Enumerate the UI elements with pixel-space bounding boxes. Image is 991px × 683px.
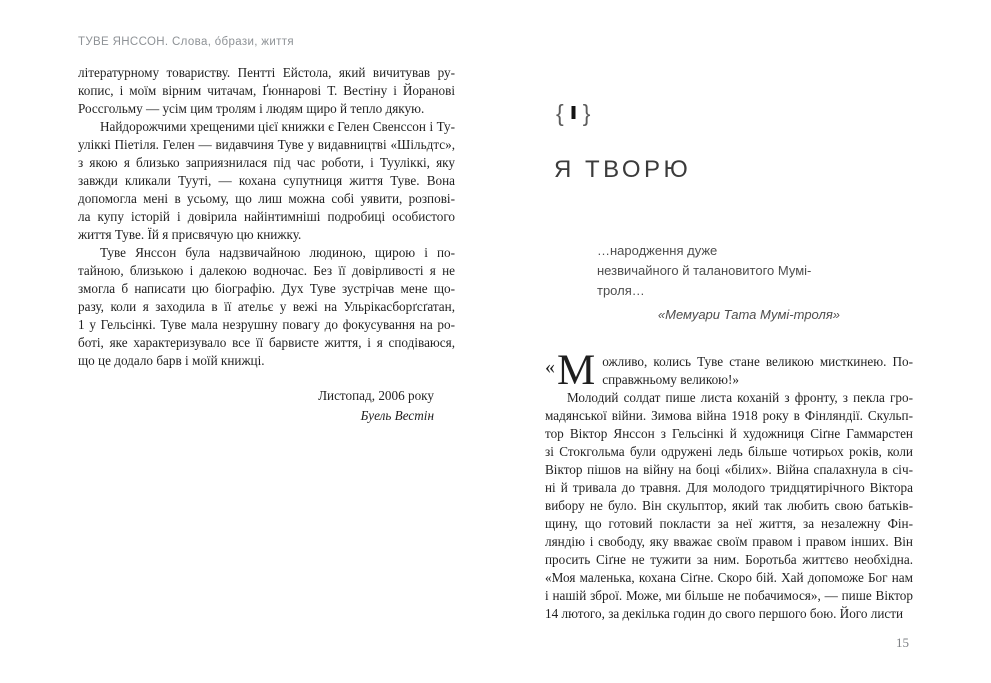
text-line: з якою я близько заприязнилася під час роботи, і Тууліккі, яку — [78, 155, 455, 170]
text-line: просить Сіґне не тужити за ним. Боротьба життєво необхідна. — [545, 552, 913, 567]
text-line: літературному товариству. Пентті Ейстола, який вичитував ру- — [78, 65, 455, 80]
text-line: боті, яке характеризувало все її барвисте життя, і я сподіваюся, — [78, 335, 455, 350]
chapter-number-mark — [556, 99, 590, 127]
text-line: 1 у Гельсінкі. Туве мала незрушну повагу до фокусування на ро- — [78, 317, 455, 332]
left-page-text — [78, 64, 455, 426]
running-header: ТУВЕ ЯНССОН. Слова, о́брази, життя — [78, 36, 294, 48]
text-line: уліккі Піетіля. Гелен — видавчиня Туве у видавництві «Шільдтс», — [78, 137, 455, 152]
epigraph-attribution: «Мемуари Тата Мумі-троля» — [657, 307, 840, 322]
paragraph — [78, 64, 455, 118]
text-line: Молодий солдат пише листа коханій з фронту, з пекла гро- — [567, 390, 913, 405]
text-line: тор Віктор Янссон з Гельсінкі й художниця Сіґне Гаммарстен — [545, 426, 913, 441]
text-line: …народження дуже — [597, 243, 718, 258]
dropcap-letter: М — [557, 347, 596, 394]
text-line: життя Туве. Їй я присвячую цю книжку. — [78, 227, 302, 242]
text-line: Россгольму — усім цим тролям і людям щиро й тепло дякую. — [78, 101, 425, 116]
paragraph — [545, 347, 913, 394]
text-line: тайною, близькою і далекою водночас. Без її довірливості я не — [78, 263, 455, 278]
close-brace-ornament: } — [582, 100, 591, 126]
text-line: разу, коли я заходила в її ательє у вежі на Ульрікасборґсґатан, — [78, 299, 455, 314]
text-line: ні й тривала до травня. Для молодого тридцятирічного Віктора — [545, 480, 913, 495]
text-line: завжди кликали Тууті, — кохана супутниця життя Туве. Вона — [78, 173, 455, 188]
open-brace-ornament: { — [556, 100, 564, 126]
text-line: ла купу історій і довірила найінтимніші подробиці особистого — [78, 209, 455, 224]
date-line: Листопад, 2006 року — [318, 388, 434, 403]
text-line: і нашій зброї. Може, ми більше не побачимося», — пише Віктор — [545, 588, 913, 603]
text-line: копис, і моїм вірним читачам, Ґюннарові Т. Вестіну і Йоранові — [78, 83, 455, 98]
text-line: вибору не було. Він скульптор, який так любить свою батьків- — [545, 498, 913, 513]
text-line: допомогла мені в усьому, що лиш можна собі уявити, розпові- — [78, 191, 455, 206]
text-line: мадянської війни. Зимова війна 1918 року в Фінляндії. Скульп- — [545, 408, 913, 423]
text-line: «Моя маленька, кохана Сіґне. Скоро бій. Хай допоможе Бог нам — [545, 570, 913, 585]
text-line: що це додало барв і моїй книжці. — [78, 353, 265, 368]
paragraph — [545, 389, 913, 623]
dropcap-open-quote: « — [545, 356, 555, 378]
text-line: Туве Янссон була надзвичайною людиною, щирою і по- — [100, 245, 455, 260]
text-line: Віктор пішов на війну на боці «білих». Війна спалахнула в січ- — [545, 462, 913, 477]
paragraph — [78, 244, 455, 370]
text-line: щину, що готовий покласти за неї життя, за незалежну Фін- — [545, 516, 913, 531]
text-line: незвичайного й талановитого Мумі-троля… — [597, 263, 812, 298]
text-line: справжньому великою!» — [602, 372, 740, 387]
epigraph — [597, 241, 840, 325]
paragraph — [78, 118, 455, 244]
epigraph-lines — [597, 241, 840, 301]
page-number: 15 — [896, 635, 909, 650]
text-line: ляндію і свободу, яку вважає своїм правом і правом інших. Він — [545, 534, 913, 549]
text-line: зі Стокгольма були одружені ледь більше чотирьох років, коли — [545, 444, 913, 459]
closing-block — [78, 386, 455, 426]
right-page-text — [545, 347, 913, 623]
chapter-title: Я ТВОРЮ — [554, 156, 692, 183]
text-line: ожливо, колись Туве стане великою мисткинею. По- — [602, 354, 913, 369]
chapter-numeral: I — [569, 103, 578, 123]
text-line: змогла б написати цю біографію. Дух Туве зустрічав мене що- — [78, 281, 455, 296]
author-signature: Буель Вестін — [360, 408, 434, 423]
paragraph-with-dropcap — [545, 347, 913, 394]
text-line: Найдорожчими хрещеними цієї книжки є Гелен Свенссон і Ту- — [100, 119, 455, 134]
dropcap — [545, 347, 596, 394]
text-line: 14 лютого, за декілька годин до свого першого бою. Його листи — [545, 606, 904, 621]
